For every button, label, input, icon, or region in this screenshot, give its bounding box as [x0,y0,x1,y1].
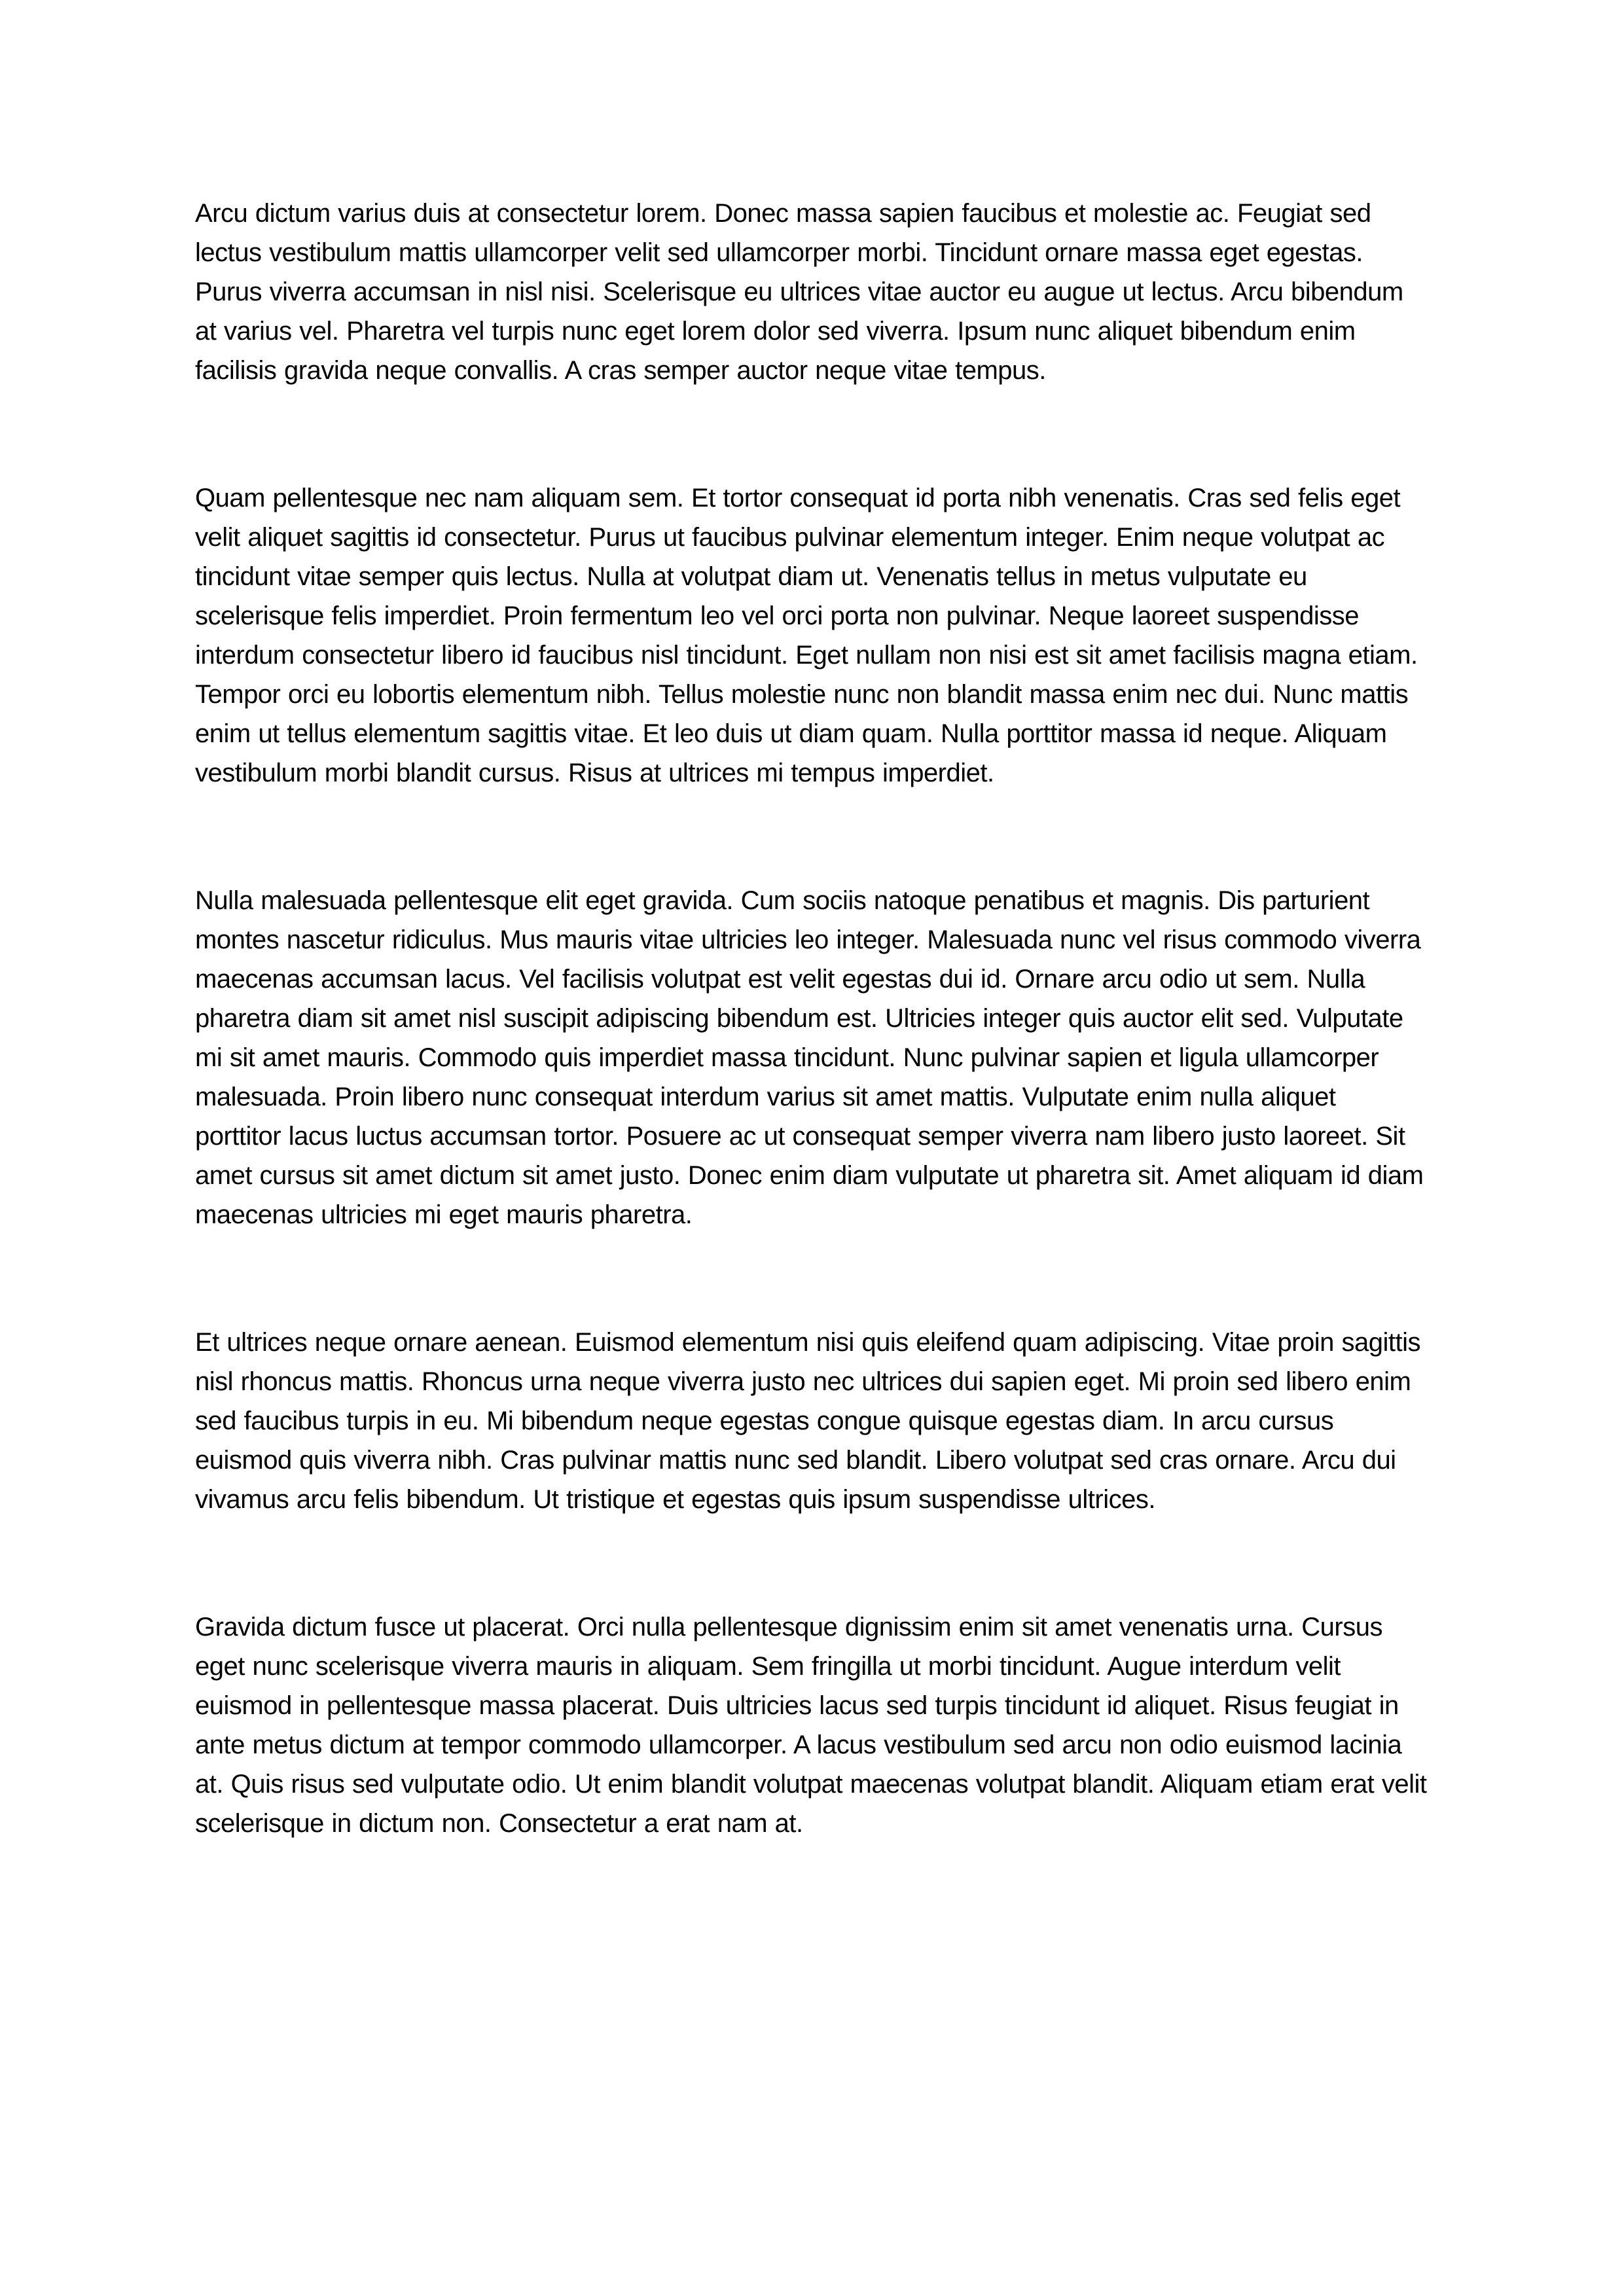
paragraph: Arcu dictum varius duis at consectetur lorem. Donec massa sapien faucibus et molestie ac. Feugiat sed lectus vestibulum mattis ullamcorper velit sed ullamcorper morbi. Tincidunt ornare massa eget egestas. Purus viverra accumsan in nisl nisi. Scelerisque eu ultrices vitae auctor eu augue ut lectus. Arcu bibendum at varius vel. Pharetra vel turpis nunc eget lorem dolor sed viverra. Ipsum nunc aliquet bibendum enim facilisis gravida neque convallis. A cras semper auctor neque vitae tempus. [195,199,1403,385]
paragraph: Gravida dictum fusce ut placerat. Orci nulla pellentesque dignissim enim sit amet venenatis urna. Cursus eget nunc scelerisque viverra mauris in aliquam. Sem fringilla ut morbi tincidunt. Augue interdum velit euismod in pellentesque massa placerat. Duis ultricies lacus sed turpis tincidunt id aliquet. Risus feugiat in ante metus dictum at tempor commodo ullamcorper. A lacus vestibulum sed arcu non odio euismod lacinia at. Quis risus sed vulputate odio. Ut enim blandit volutpat maecenas volutpat blandit. Aliquam etiam erat velit scelerisque in dictum non. Consectetur a erat nam at. [195,1613,1427,1838]
paragraph: Quam pellentesque nec nam aliquam sem. Et tortor consequat id porta nibh venenatis. Cras sed felis eget velit aliquet sagittis id consectetur. Purus ut faucibus pulvinar elementum integer. Enim neque volutpat ac tincidunt vitae semper quis lectus. Nulla at volutpat diam ut. Venenatis tellus in metus vulputate eu scelerisque felis imperdiet. Proin fermentum leo vel orci porta non pulvinar. Neque laoreet suspendisse interdum consectetur libero id faucibus nisl tincidunt. Eget nullam non nisi est sit amet facilisis magna etiam. Tempor orci eu lobortis elementum nibh. Tellus molestie nunc non blandit massa enim nec dui. Nunc mattis enim ut tellus elementum sagittis vitae. Et leo duis ut diam quam. Nulla porttitor massa id neque. Aliquam vestibulum morbi blandit cursus. Risus at ultrices mi tempus imperdiet. [195,484,1418,787]
paragraph: Et ultrices neque ornare aenean. Euismod elementum nisi quis eleifend quam adipiscing. Vitae proin sagittis nisl rhoncus mattis. Rhoncus urna neque viverra justo nec ultrices dui sapien eget. Mi proin sed libero enim sed faucibus turpis in eu. Mi bibendum neque egestas congue quisque egestas diam. In arcu cursus euismod quis viverra nibh. Cras pulvinar mattis nunc sed blandit. Libero volutpat sed cras ornare. Arcu dui vivamus arcu felis bibendum. Ut tristique et egestas quis ipsum suspendisse ultrices. [195,1328,1420,1514]
paragraph: Nulla malesuada pellentesque elit eget gravida. Cum sociis natoque penatibus et magnis. Dis parturient montes nascetur ridiculus. Mus mauris vitae ultricies leo integer. Malesuada nunc vel risus commodo viverra maecenas accumsan lacus. Vel facilisis volutpat est velit egestas dui id. Ornare arcu odio ut sem. Nulla pharetra diam sit amet nisl suscipit adipiscing bibendum est. Ultricies integer quis auctor elit sed. Vulputate mi sit amet mauris. Commodo quis imperdiet massa tincidunt. Nunc pulvinar sapien et ligula ullamcorper malesuada. Proin libero nunc consequat interdum varius sit amet mattis. Vulputate enim nulla aliquet porttitor lacus luctus accumsan tortor. Posuere ac ut consequat semper viverra nam libero justo laoreet. Sit amet cursus sit amet dictum sit amet justo. Donec enim diam vulputate ut pharetra sit. Amet aliquam id diam maecenas ultricies mi eget mauris pharetra. [195,886,1424,1229]
